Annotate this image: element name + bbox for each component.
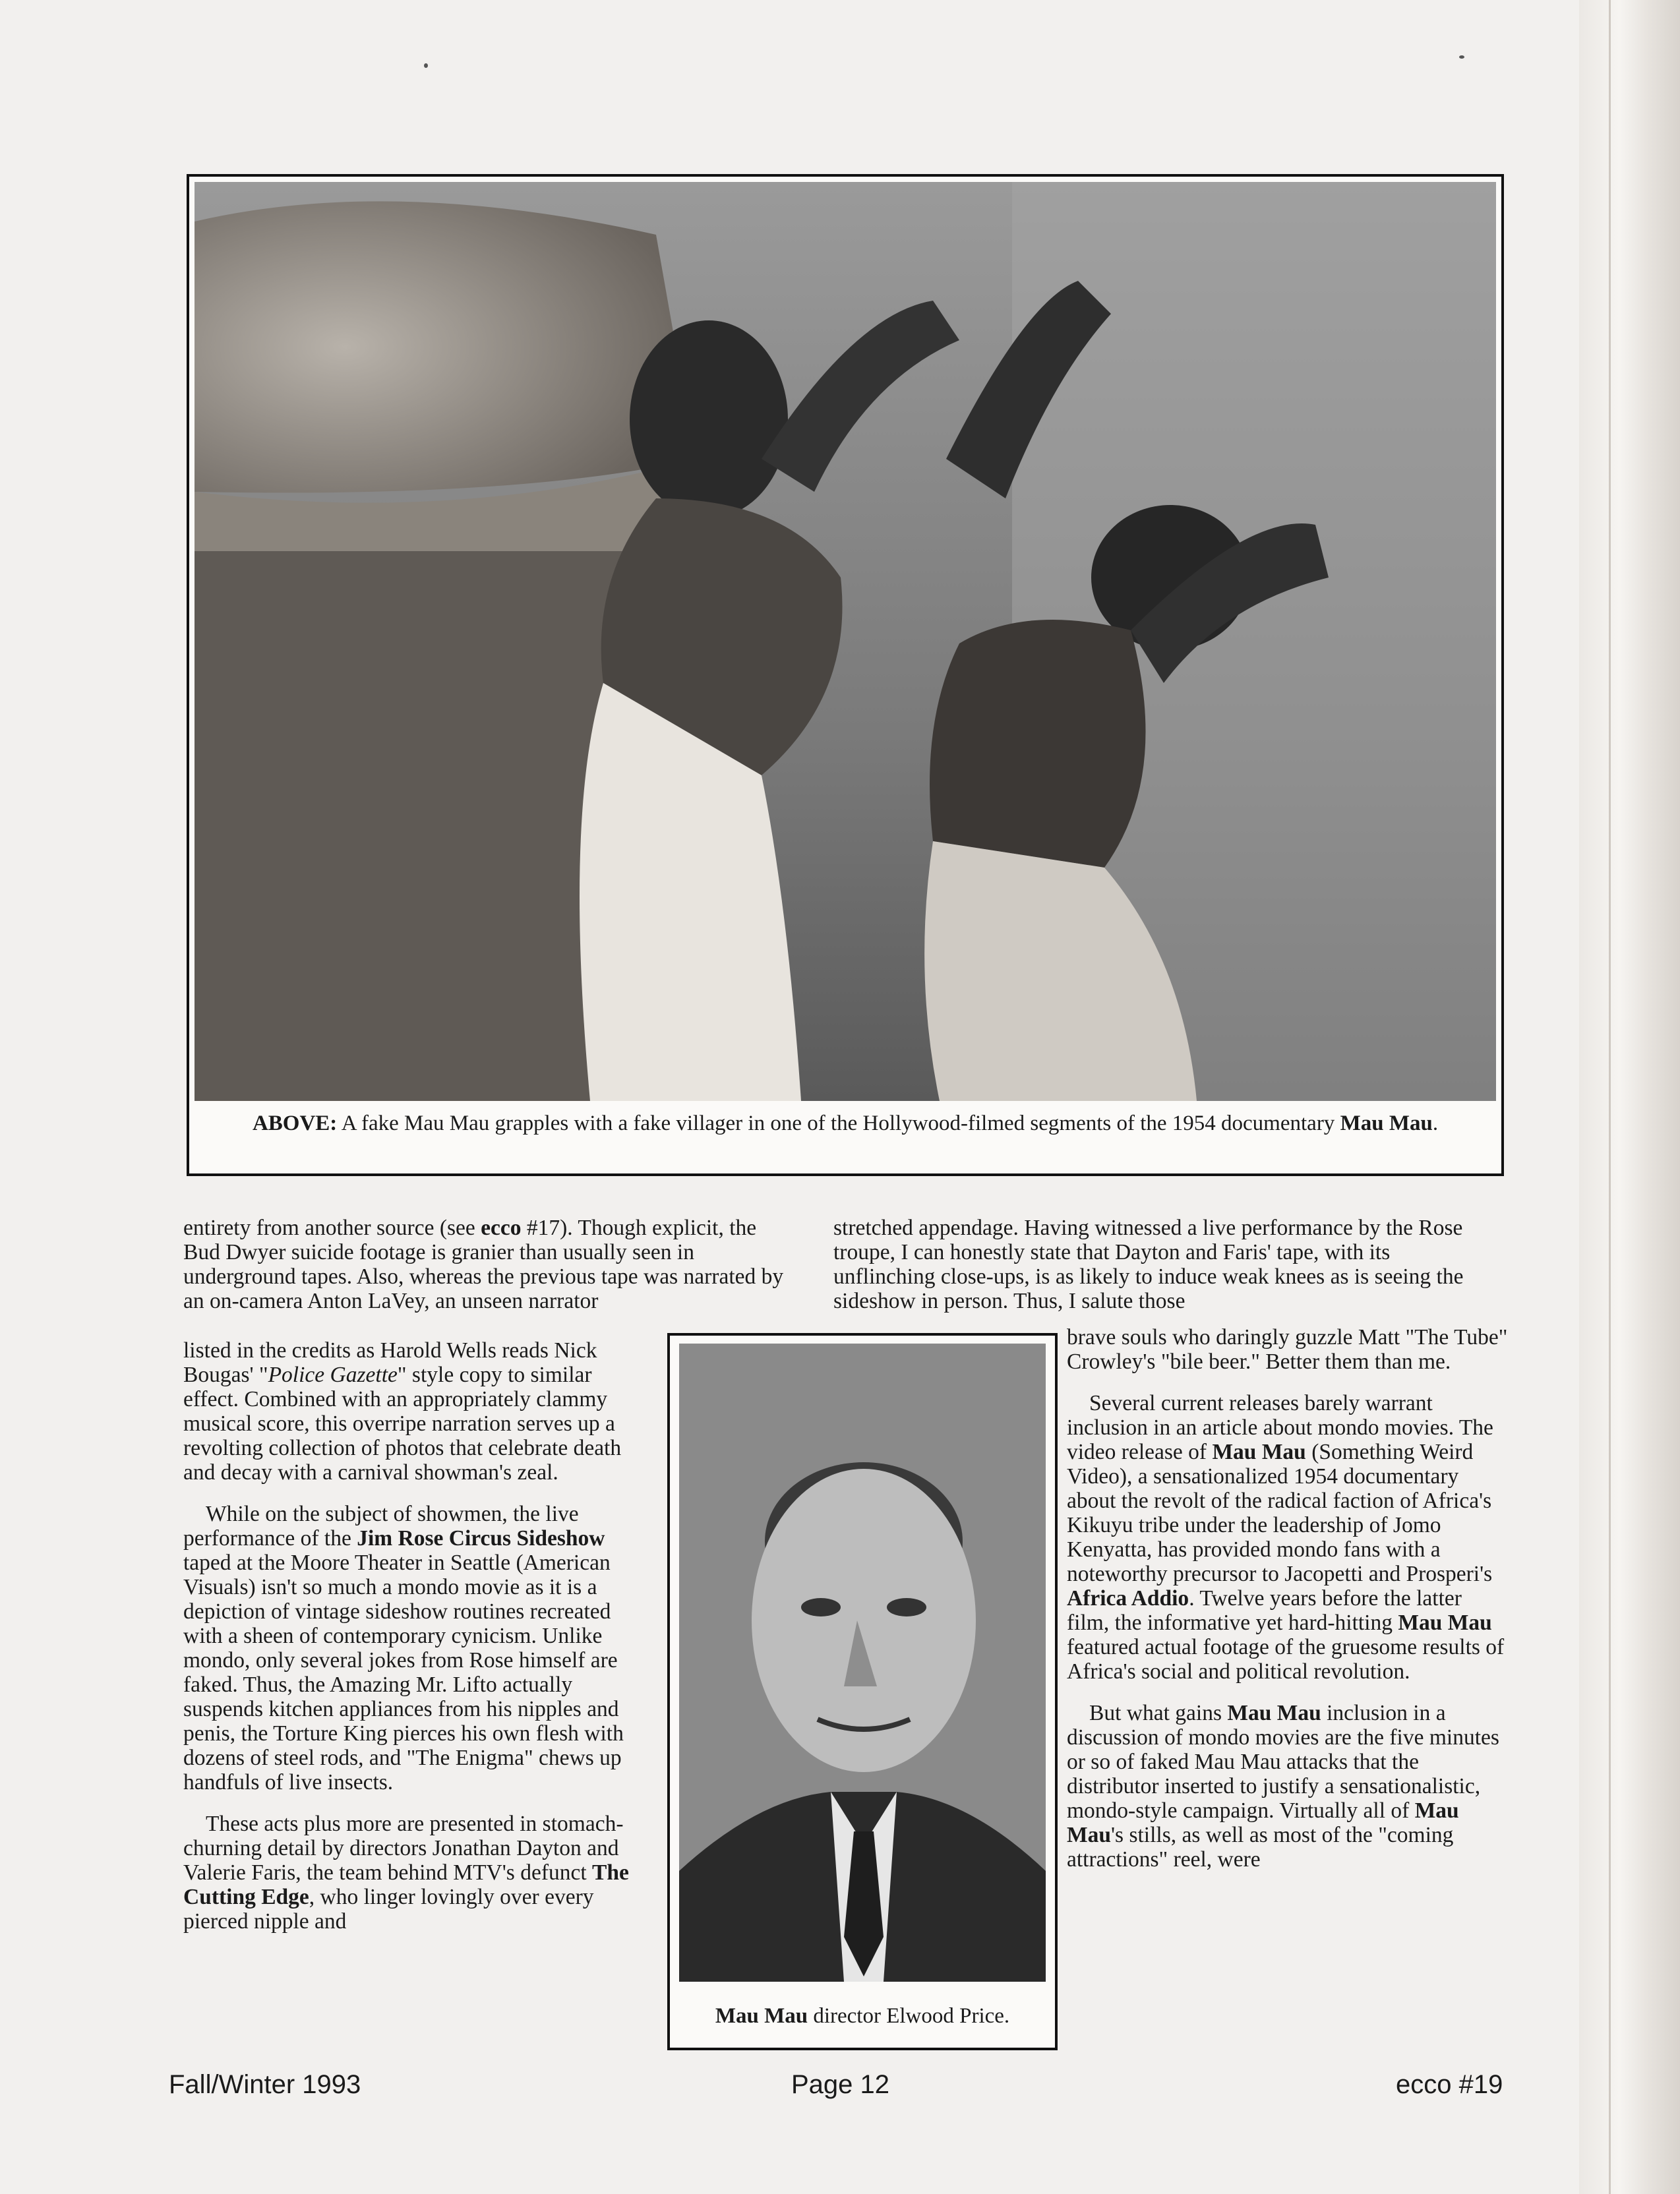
left-paragraph-3: [183, 1812, 645, 1934]
text-run: listed in the credits as Harold Wells reads Nick Bougas' ": [183, 1338, 597, 1387]
left-paragraph-2: [183, 1502, 645, 1794]
text-run: , who linger lovingly over every pierced nipple and: [183, 1885, 594, 1934]
text-run: inclusion in a discussion of mondo movies are the five minutes or so of faked Mau Mau attacks that the distributor inserted to justify a sensationalistic, mondo-style campaign. Virtually all of: [1067, 1701, 1499, 1823]
left-paragraph-1a: [183, 1216, 796, 1313]
right-paragraph-1a: stretched appendage. Having witnessed a live performance by the Rose troupe, I can honestly state that Dayton and Faris' tape, with its unflinching close-ups, is as likely to induce weak knees as is seeing the sideshow in person. Thus, I salute those: [833, 1216, 1464, 1313]
mau-mau-title: Mau Mau: [1067, 1798, 1459, 1847]
mau-mau-photo: [195, 182, 1496, 1101]
caption-text: A fake Mau Mau grapples with a fake villager in one of the Hollywood-filmed segments of the 1954 documentary: [337, 1112, 1340, 1135]
right-column-mid: [1067, 1325, 1509, 1872]
elwood-price-photo-image: [679, 1344, 1046, 1982]
mau-mau-title: Mau Mau: [1398, 1611, 1492, 1635]
text-run: Several current releases barely warrant inclusion in an article about mondo movies. The video release of: [1067, 1391, 1493, 1464]
text-run: 's stills, as well as most of the "coming attractions" reel, were: [1067, 1823, 1454, 1872]
text-run: . Twelve years before the latter film, the informative yet hard-hitting: [1067, 1586, 1462, 1635]
text-run: #17). Though explicit, the Bud Dwyer suicide footage is granier than usually seen in underground tapes. Also, whereas the previous tape was narrated by an on-camera Anton LaVey, an unseen narrator: [183, 1216, 784, 1313]
adjacent-page-edge: [1579, 0, 1680, 2194]
text-run: (Something Weird Video), a sensationalized 1954 documentary about the revolt of the radical faction of Africa's Kikuyu tribe under the leadership of Jomo Kenyatta, has provided mondo fans with a noteworthy precursor to Jacopetti and Prosperi's: [1067, 1440, 1493, 1586]
police-gazette-title: Police Gazette: [268, 1363, 398, 1387]
cutting-edge-title: The Cutting Edge: [183, 1860, 629, 1909]
text-run: These acts plus more are presented in stomach-churning detail by directors Jonathan Dayton and Valerie Faris, the team behind MTV's defunct: [183, 1812, 624, 1885]
elwood-price-photo: [679, 1344, 1046, 1982]
caption-end: .: [1432, 1112, 1439, 1135]
caption-title: Mau Mau: [1340, 1112, 1433, 1135]
page-fold-line: [1609, 0, 1611, 2194]
left-column-mid: [183, 1338, 645, 1934]
mau-mau-title: Mau Mau: [715, 2004, 808, 2028]
top-figure-caption: [216, 1110, 1475, 1137]
right-paragraph-3: [1067, 1701, 1509, 1872]
right-paragraph-1b: brave souls who daringly guzzle Matt "The Tube" Crowley's "bile beer." Better them than me.: [1067, 1325, 1508, 1374]
mau-mau-title: Mau Mau: [1227, 1701, 1321, 1725]
caption-text: director Elwood Price.: [808, 2004, 1010, 2028]
left-paragraph-1b: [183, 1338, 645, 1485]
text-run: entirety from another source (see: [183, 1216, 481, 1240]
footer-magazine-issue: ecco #19: [1396, 2070, 1503, 2099]
text-run: taped at the Moore Theater in Seattle (American Visuals) isn't so much a mondo movie as it is a depiction of vintage sideshow routines recreated with a sheen of contemporary cynicism. Unlike mondo, only several jokes from Rose himself are faked. Thus, the Amazing Mr. Lifto actually suspends kitchen appliances from his nipples and penis, the Torture King pierces his own flesh with dozens of steel rods, and "The Enigma" chews up handfuls of live insects.: [183, 1551, 624, 1794]
text-run: featured actual footage of the gruesome results of Africa's social and political revolution.: [1067, 1635, 1505, 1684]
jim-rose-title: Jim Rose Circus Sideshow: [357, 1526, 605, 1551]
footer-issue-date: Fall/Winter 1993: [169, 2070, 361, 2099]
left-column-top: [183, 1216, 796, 1313]
right-column-top: [833, 1216, 1493, 1313]
africa-addio-title: Africa Addio: [1067, 1586, 1189, 1611]
top-figure: [187, 174, 1504, 1176]
dust-speck: [424, 63, 428, 68]
ecco-ref: ecco: [481, 1216, 522, 1240]
caption-label: ABOVE:: [252, 1112, 338, 1135]
text-run: " style copy to similar effect. Combined with an appropriately clammy musical score, this overripe narration serves up a revolting collection of photos that celebrate death and decay with a carnival showman's zeal.: [183, 1363, 622, 1485]
dust-speck: [1459, 55, 1464, 59]
text-run: But what gains: [1089, 1701, 1228, 1725]
portrait-caption: [675, 2003, 1050, 2029]
mau-mau-photo-image: [195, 182, 1496, 1101]
mau-mau-title: Mau Mau: [1212, 1440, 1306, 1464]
portrait-figure: [667, 1333, 1058, 2050]
text-run: While on the subject of showmen, the live performance of the: [183, 1502, 579, 1551]
right-paragraph-2: [1067, 1391, 1509, 1684]
footer-page-number: Page 12: [791, 2070, 890, 2099]
